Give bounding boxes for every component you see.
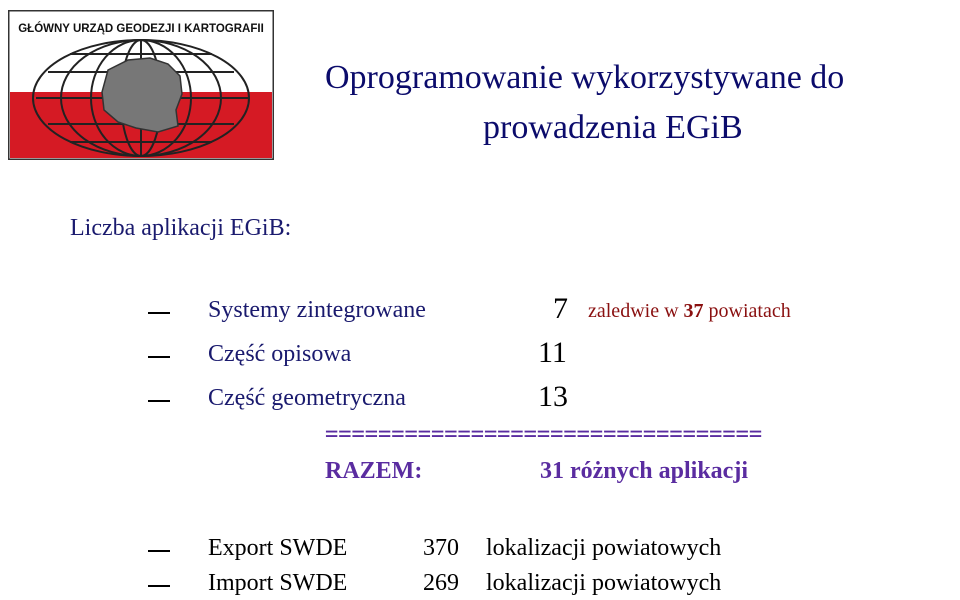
row-note-systemy: zaledwie w 37 powiatach [588, 300, 791, 322]
total-label: RAZEM: [325, 458, 423, 484]
total-value: 31 różnych aplikacji [540, 458, 748, 484]
swde-export-desc: lokalizacji powiatowych [486, 535, 722, 561]
row-value-systemy: 7 [553, 292, 568, 325]
row-label-geometryczna: Część geometryczna [208, 385, 406, 411]
swde-import-desc: lokalizacji powiatowych [486, 570, 722, 596]
swde-import-label: Import SWDE [208, 570, 348, 596]
bullet-dash [148, 356, 170, 358]
separator-line: ================================= [325, 422, 763, 447]
page-title-line-2: prowadzenia EGiB [483, 109, 743, 146]
bullet-dash [148, 400, 170, 402]
row-value-geometryczna: 13 [538, 380, 568, 413]
bullet-dash [148, 312, 170, 314]
row-value-opisowa: 11 [538, 336, 567, 369]
row-label-opisowa: Część opisowa [208, 341, 352, 367]
row-label-systemy: Systemy zintegrowane [208, 297, 426, 323]
swde-export-label: Export SWDE [208, 535, 348, 561]
note-number: 37 [683, 300, 704, 322]
swde-import-count: 269 [423, 570, 459, 596]
bullet-dash [148, 550, 170, 552]
bullet-dash [148, 585, 170, 587]
gugik-logo [8, 10, 274, 160]
intro-text: Liczba aplikacji EGiB: [70, 215, 292, 241]
logo-text: GŁÓWNY URZĄD GEODEZJI I KARTOGRAFII [18, 23, 264, 35]
page-title-line-1: Oprogramowanie wykorzystywane do [325, 59, 845, 96]
swde-export-count: 370 [423, 535, 459, 561]
